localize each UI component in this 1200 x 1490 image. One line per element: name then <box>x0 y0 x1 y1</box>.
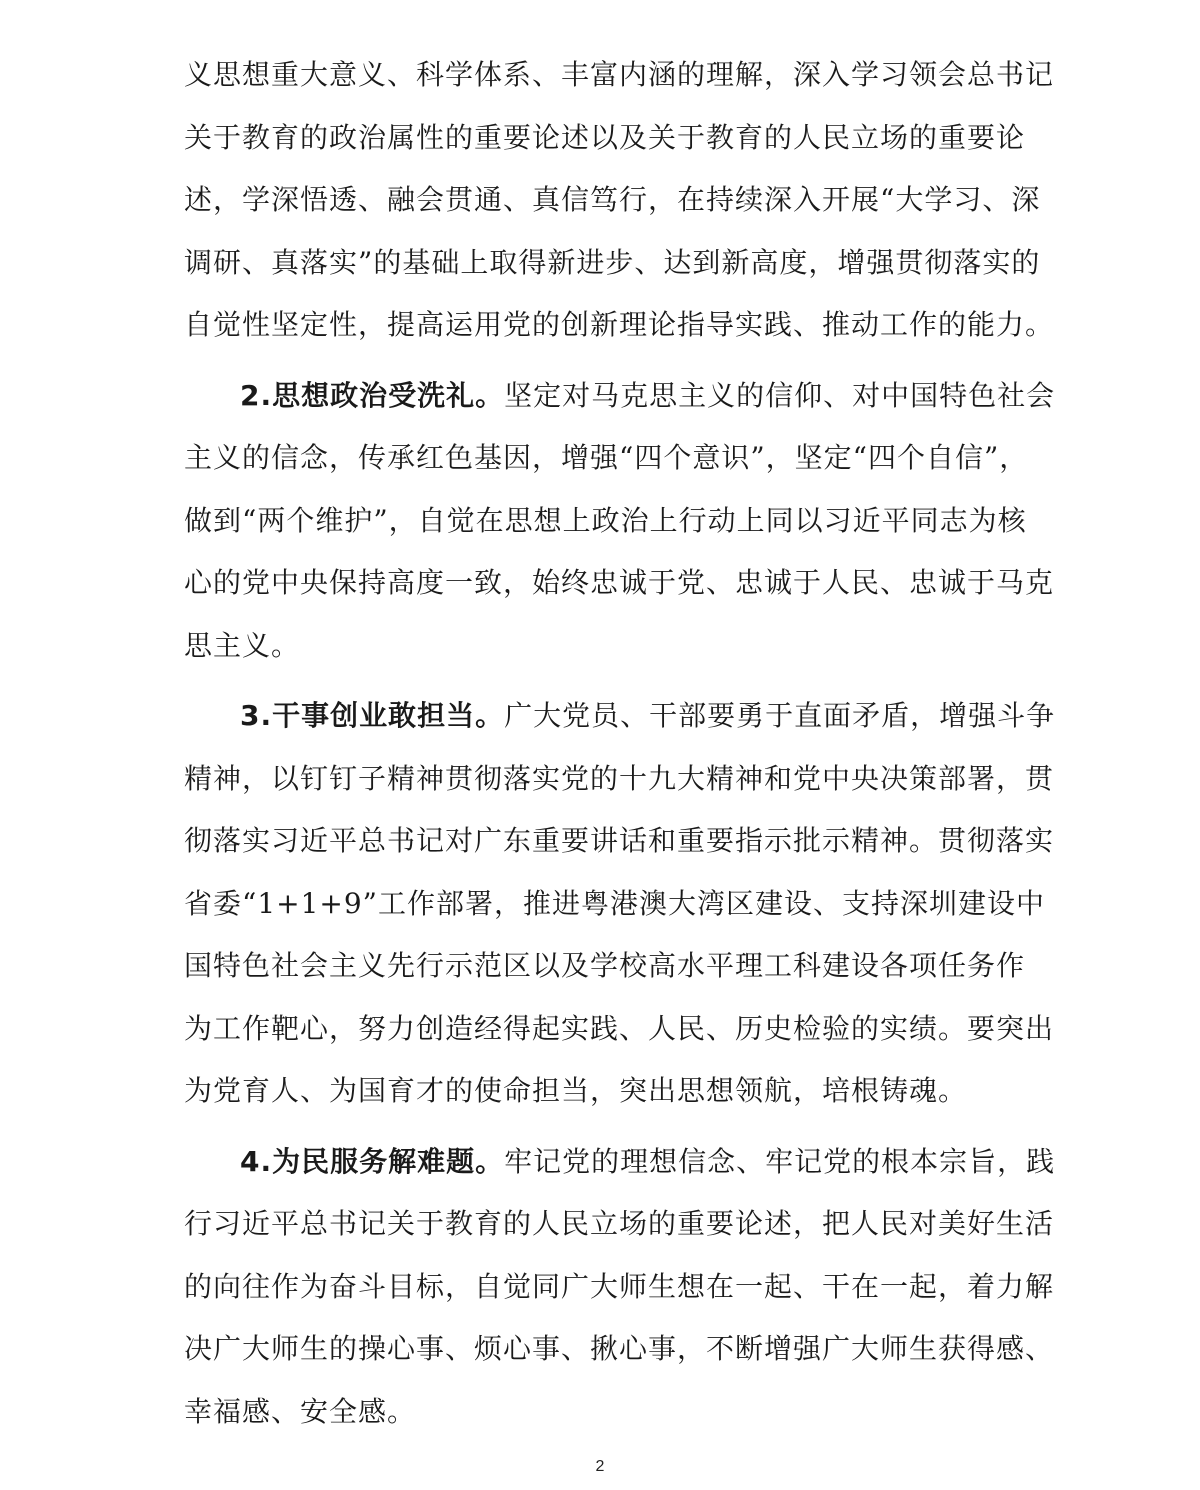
text-line: 思主义。 <box>184 628 301 662</box>
text-line <box>184 1131 1056 1194</box>
paragraph-4 <box>184 1131 1056 1444</box>
text-line: 省委“1+1+9”工作部署，推进粤港澳大湾区建设、支持深圳建设中 <box>184 886 1045 920</box>
text-line: 心的党中央保持高度一致，始终忠诚于党、忠诚于人民、忠诚于马克 <box>184 566 1055 599</box>
text-line: 彻落实习近平总书记对广东重要讲话和重要指示批示精神。贯彻落实 <box>184 824 1055 857</box>
text-line: 精神，以钉钉子精神贯彻落实党的十九大精神和党中央决策部署，贯 <box>184 761 1055 795</box>
section-heading: 4.为民服务解难题。 <box>240 1144 505 1178</box>
text-span: 坚定对马克思主义的信仰、对中国特色社会 <box>504 378 1056 412</box>
text-line: 为工作靶心，努力创造经得起实践、人民、历史检验的实绩。要突出 <box>184 1011 1055 1045</box>
text-line: 国特色社会主义先行示范区以及学校高水平理工科建设各项任务作 <box>184 949 1026 982</box>
text-line: 自觉性坚定性，提高运用党的创新理论指导实践、推动工作的能力。 <box>184 308 1055 341</box>
text-line: 关于教育的政治属性的重要论述以及关于教育的人民立场的重要论 <box>184 120 1026 154</box>
paragraph-1 <box>184 44 1055 357</box>
text-line <box>184 685 1056 748</box>
text-line: 调研、真落实”的基础上取得新进步、达到新高度，增强贯彻落实的 <box>184 245 1041 279</box>
text-line: 幸福感、安全感。 <box>184 1394 417 1428</box>
text-line: 做到“两个维护”，自觉在思想上政治上行动上同以习近平同志为核 <box>184 503 1027 537</box>
text-line: 为党育人、为国育才的使命担当，突出思想领航，培根铸魂。 <box>184 1074 968 1107</box>
text-line: 行习近平总书记关于教育的人民立场的重要论述，把人民对美好生活 <box>184 1207 1055 1240</box>
text-span: 牢记党的理想信念、牢记党的根本宗旨，践 <box>504 1144 1056 1178</box>
section-heading: 3.干事创业敢担当。 <box>240 699 505 732</box>
section-heading: 2.思想政治受洗礼。 <box>240 378 505 412</box>
text-span: 广大党员、干部要勇于直面矛盾，增强斗争 <box>504 699 1056 732</box>
text-line: 的向往作为奋斗目标，自觉同广大师生想在一起、干在一起，着力解 <box>184 1269 1055 1303</box>
paragraph-2 <box>184 365 1056 678</box>
text-line: 义思想重大意义、科学体系、丰富内涵的理解，深入学习领会总书记 <box>184 58 1055 91</box>
text-line: 主义的信念，传承红色基因，增强“四个意识”，坚定“四个自信”， <box>184 441 1029 474</box>
text-line <box>184 365 1056 428</box>
text-line: 述，学深悟透、融会贯通、真信笃行，在持续深入开展“大学习、深 <box>184 183 1041 216</box>
paragraph-3 <box>184 685 1056 1123</box>
page-number: 2 <box>595 1458 605 1475</box>
text-line: 决广大师生的操心事、烦心事、揪心事，不断增强广大师生获得感、 <box>184 1332 1055 1365</box>
document-page <box>184 44 1056 1443</box>
